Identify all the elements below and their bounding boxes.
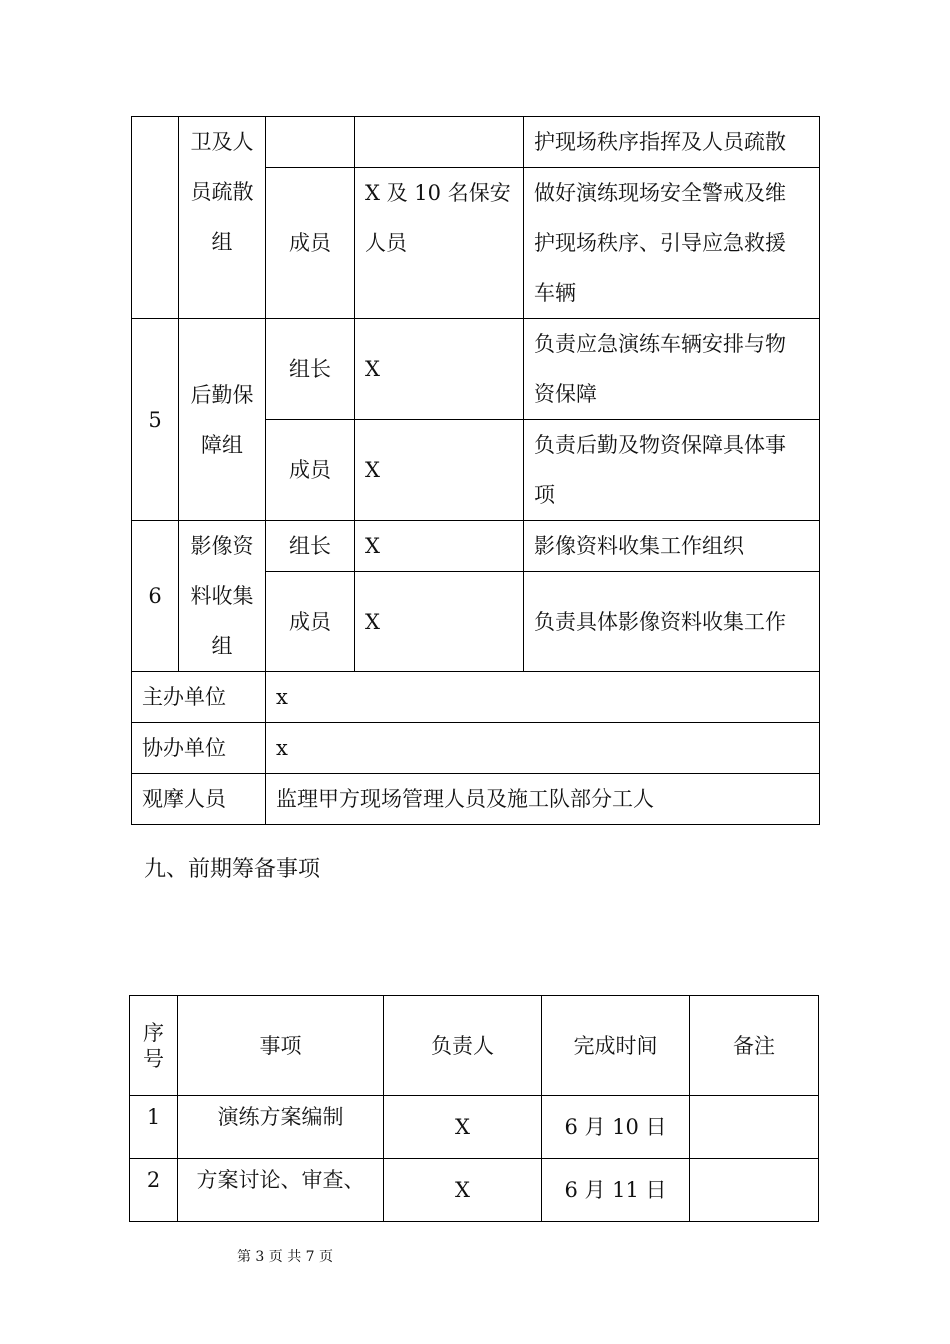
- row-note: [690, 1159, 819, 1222]
- observers-value: 监理甲方现场管理人员及施工队部分工人: [266, 774, 820, 825]
- duty-cell: 护现场秩序指挥及人员疏散: [524, 117, 820, 168]
- row-item: 演练方案编制: [178, 1096, 384, 1159]
- preparation-table: [129, 995, 819, 1222]
- group-name-cell: 影像资 料收集 组: [179, 521, 266, 672]
- person-cell: [355, 117, 524, 168]
- role-cell: 组长: [266, 319, 355, 420]
- group-number-cell: 6: [132, 521, 179, 672]
- group-number-cell: [132, 117, 179, 319]
- co-host-label: 协办单位: [132, 723, 266, 774]
- group-name-cell: 卫及人 员疏散 组: [179, 117, 266, 319]
- duty-cell: 负责应急演练车辆安排与物 资保障: [524, 319, 820, 420]
- host-label: 主办单位: [132, 672, 266, 723]
- row-owner: X: [384, 1096, 542, 1159]
- header-time: 完成时间: [542, 996, 690, 1096]
- duty-cell: 负责后勤及物资保障具体事 项: [524, 420, 820, 521]
- duty-cell: 负责具体影像资料收集工作: [524, 572, 820, 672]
- person-cell: X: [355, 420, 524, 521]
- group-name-cell: 后勤保 障组: [179, 319, 266, 521]
- row-time: 6 月 10 日: [542, 1096, 690, 1159]
- person-cell: X: [355, 319, 524, 420]
- row-time: 6 月 11 日: [542, 1159, 690, 1222]
- role-cell: 成员: [266, 168, 355, 319]
- row-note: [690, 1096, 819, 1159]
- role-cell: 组长: [266, 521, 355, 572]
- row-no: 2: [130, 1159, 178, 1222]
- role-cell: 成员: [266, 572, 355, 672]
- co-host-value: x: [266, 723, 820, 774]
- row-item: 方案讨论、审查、: [178, 1159, 384, 1222]
- role-cell: [266, 117, 355, 168]
- role-cell: 成员: [266, 420, 355, 521]
- row-no: 1: [130, 1096, 178, 1159]
- group-number-cell: 5: [132, 319, 179, 521]
- row-owner: X: [384, 1159, 542, 1222]
- duty-cell: 做好演练现场安全警戒及维 护现场秩序、引导应急救援 车辆: [524, 168, 820, 319]
- header-owner: 负责人: [384, 996, 542, 1096]
- person-cell: X 及 10 名保安 人员: [355, 168, 524, 319]
- section-title: 九、前期筹备事项: [144, 857, 321, 882]
- host-value: x: [266, 672, 820, 723]
- page-footer: 第 3 页 共 7 页: [236, 1249, 334, 1265]
- observers-label: 观摩人员: [132, 774, 266, 825]
- header-item: 事项: [178, 996, 384, 1096]
- header-note: 备注: [690, 996, 819, 1096]
- duty-cell: 影像资料收集工作组织: [524, 521, 820, 572]
- organization-table: [131, 116, 820, 825]
- person-cell: X: [355, 572, 524, 672]
- header-no: 序 号: [130, 996, 178, 1096]
- person-cell: X: [355, 521, 524, 572]
